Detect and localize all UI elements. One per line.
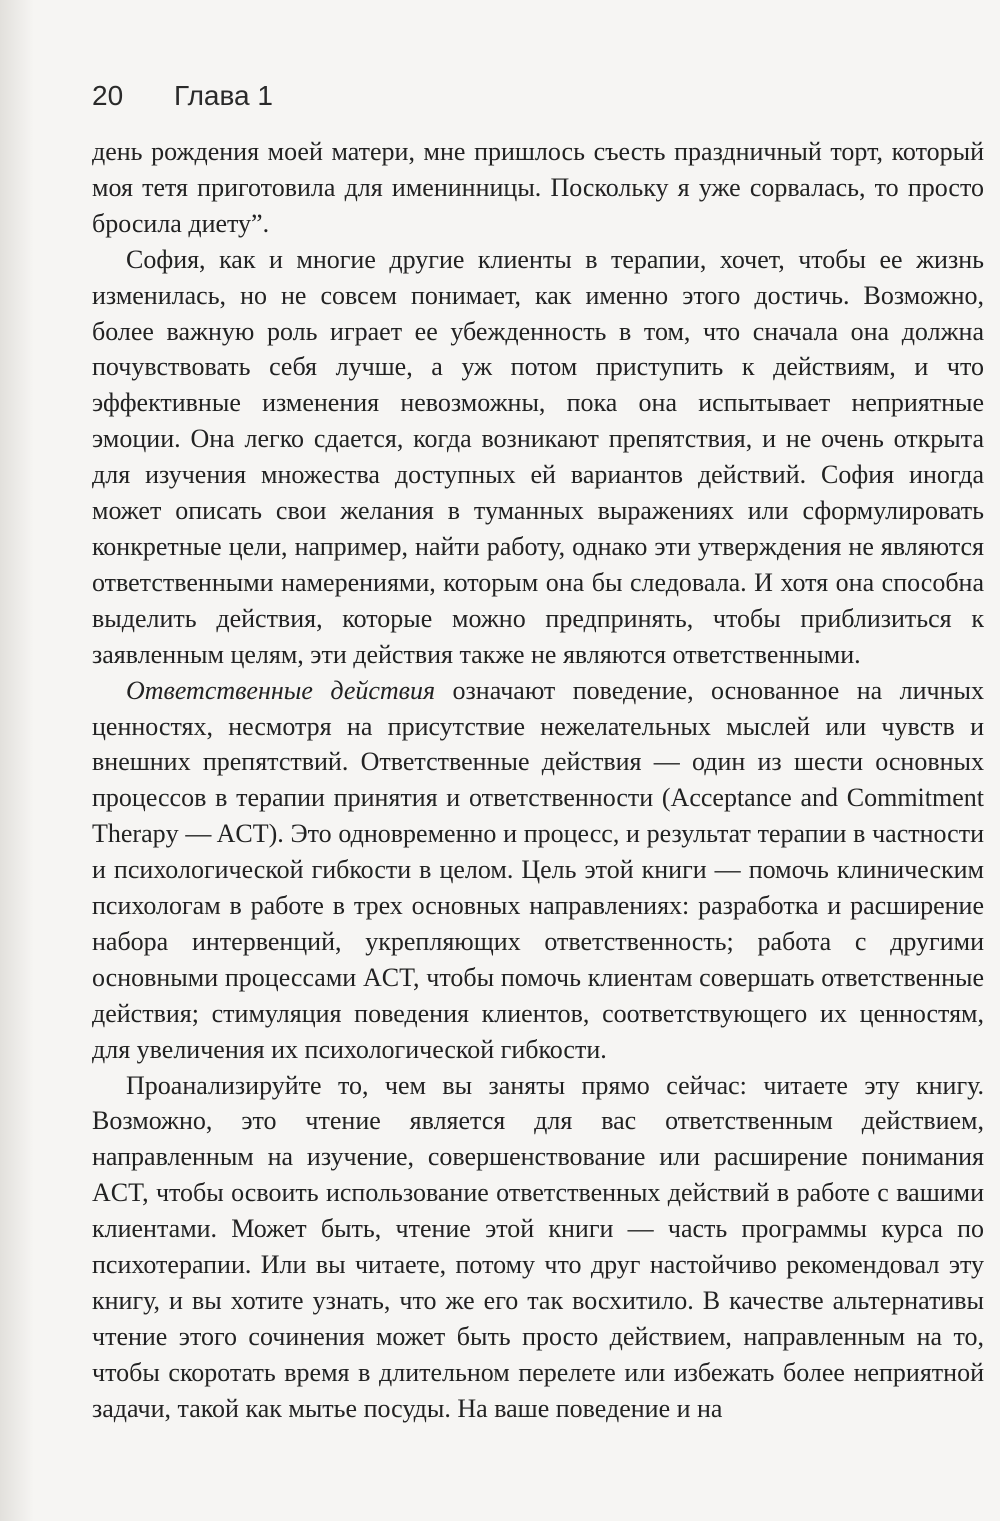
italic-term: Ответственные действия xyxy=(126,675,436,705)
body-text xyxy=(92,134,984,1427)
paragraph-reading: Проанализируйте то, чем вы заняты прямо сейчас: читаете эту книгу. Возможно, это чтение является для вас ответственным действием, направленным на изучение, совершенствование или расширение понимания ACT, чтобы освоить использование ответственных действий в работе с вашими клиентами. Может быть, чтение этой книги — часть программы курса по психотерапии. Или вы читаете, потому что друг настойчиво рекомендовал эту книгу, и вы хотите узнать, что же его так восхитило. В качестве альтернативы чтение этого сочинения может быть просто действием, направленным на то, чтобы скоротать время в длительном перелете или избежать более неприятной задачи, такой как мытье посуды. На ваше поведение и на xyxy=(92,1070,984,1423)
running-head xyxy=(92,80,273,112)
paragraph-committed-action-text: означают поведение, основанное на личных ценностях, несмотря на присутствие нежелательных мыслей или чувств и внешних препятствий. Ответственные действия — один из шести основных процессов в терапии принятия и ответственности (Acceptance and Commitment Therapy — ACT). Это одновременно и процесс, и результат терапии в частности и психологической гибкости в целом. Цель этой книги — помочь клиническим психологам в работе в трех основных направлениях: разработка и расширение набора интервенций, укрепляющих ответственность; работа с другими основными процессами ACT, чтобы помочь клиентам совершать ответственные действия; стимуляция поведения клиентов, соответствующего их ценностям, для увеличения их психологической гибкости. xyxy=(92,675,984,1064)
paragraph-sofia: София, как и многие другие клиенты в терапии, хочет, чтобы ее жизнь изменилась, но не совсем понимает, как именно этого достичь. Возможно, более важную роль играет ее убежденность в том, что сначала она должна почувствовать себя лучше, а уж потом приступить к действиям, и что эффективные изменения невозможны, пока она испытывает неприятные эмоции. Она легко сдается, когда возникают препятствия, и не очень открыта для изучения множества доступных ей вариантов действий. София иногда может описать свои желания в туманных выражениях или сформулировать конкретные цели, например, найти работу, однако эти утверждения не являются ответственными намерениями, которым она бы следовала. И хотя она способна выделить действия, которые можно предпринять, чтобы приблизиться к заявленным целям, эти действия также не являются ответственными. xyxy=(92,244,984,669)
paragraph-committed-action xyxy=(92,673,984,1068)
page-number: 20 xyxy=(92,80,124,111)
paragraph-continuation: день рождения моей матери, мне пришлось съесть праздничный торт, который моя тетя приготовила для именинницы. Поскольку я уже сорвалась, то просто бросила диету”. xyxy=(92,137,984,238)
page-edge-shadow xyxy=(0,0,34,1521)
chapter-title: Глава 1 xyxy=(174,80,273,111)
